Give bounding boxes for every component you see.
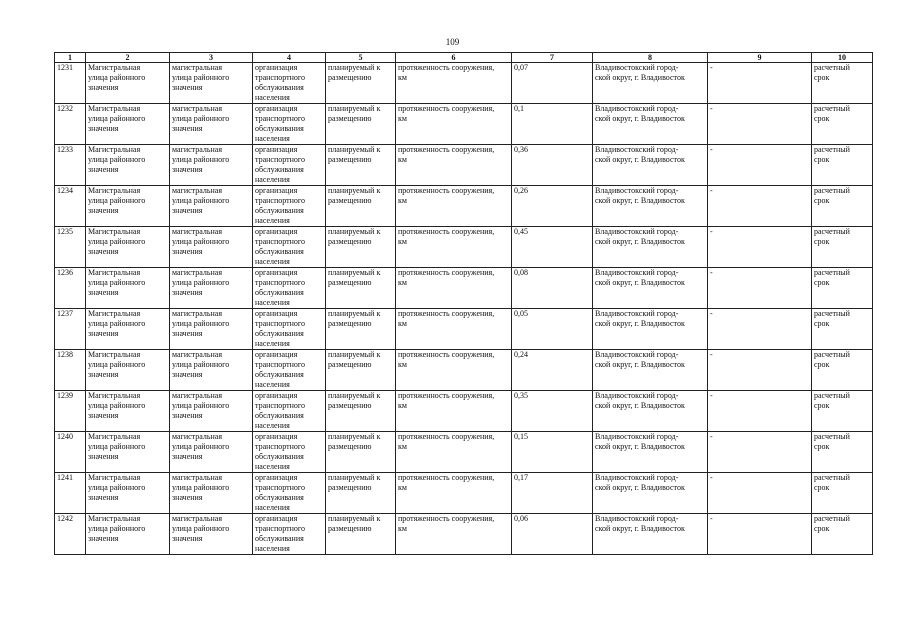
characteristic-cell: протяженность сооружения, км [396,145,512,186]
object-type-cell: магистральная улица районного значения [170,145,253,186]
location-cell: Владивостокский город- ской округ, г. Владивосток [593,309,708,350]
value-cell: 0,24 [512,350,593,391]
location-cell: Владивостокский город- ской округ, г. Владивосток [593,145,708,186]
column-header: 6 [396,53,512,63]
table-row [55,473,873,514]
page-number: 109 [445,37,460,47]
row-number-cell: 1231 [55,63,86,104]
term-cell: расчетный срок [812,391,873,432]
zone-cell: - [708,350,812,391]
row-number-cell: 1235 [55,227,86,268]
value-cell: 0,17 [512,473,593,514]
location-cell: Владивостокский город- ской округ, г. Владивосток [593,268,708,309]
row-number-cell: 1238 [55,350,86,391]
object-type-cell: магистральная улица районного значения [170,104,253,145]
term-cell: расчетный срок [812,309,873,350]
column-header: 2 [86,53,170,63]
row-number-cell: 1233 [55,145,86,186]
column-header: 7 [512,53,593,63]
purpose-cell: организация транспортного обслуживания населения [253,514,326,555]
row-number-cell: 1241 [55,473,86,514]
zone-cell: - [708,63,812,104]
zone-cell: - [708,473,812,514]
status-cell: планируемый к размещению [326,227,396,268]
column-header: 4 [253,53,326,63]
location-cell: Владивостокский город- ской округ, г. Владивосток [593,514,708,555]
purpose-cell: организация транспортного обслуживания населения [253,227,326,268]
zone-cell: - [708,227,812,268]
status-cell: планируемый к размещению [326,514,396,555]
object-name-cell: Магистральная улица районного значения [86,227,170,268]
table-row [55,145,873,186]
table-row [55,514,873,555]
object-type-cell: магистральная улица районного значения [170,268,253,309]
value-cell: 0,45 [512,227,593,268]
column-header: 9 [708,53,812,63]
location-cell: Владивостокский город- ской округ, г. Владивосток [593,104,708,145]
table-body [55,63,873,555]
term-cell: расчетный срок [812,186,873,227]
object-name-cell: Магистральная улица районного значения [86,309,170,350]
location-cell: Владивостокский город- ской округ, г. Владивосток [593,63,708,104]
object-type-cell: магистральная улица районного значения [170,63,253,104]
value-cell: 0,07 [512,63,593,104]
status-cell: планируемый к размещению [326,268,396,309]
row-number-cell: 1237 [55,309,86,350]
table-header [55,53,873,63]
status-cell: планируемый к размещению [326,473,396,514]
zone-cell: - [708,432,812,473]
term-cell: расчетный срок [812,104,873,145]
object-type-cell: магистральная улица районного значения [170,432,253,473]
characteristic-cell: протяженность сооружения, км [396,63,512,104]
characteristic-cell: протяженность сооружения, км [396,391,512,432]
purpose-cell: организация транспортного обслуживания населения [253,473,326,514]
row-number-cell: 1240 [55,432,86,473]
object-name-cell: Магистральная улица районного значения [86,432,170,473]
column-header: 8 [593,53,708,63]
purpose-cell: организация транспортного обслуживания населения [253,104,326,145]
purpose-cell: организация транспортного обслуживания населения [253,145,326,186]
characteristic-cell: протяженность сооружения, км [396,350,512,391]
table-row [55,432,873,473]
table-row [55,104,873,145]
characteristic-cell: протяженность сооружения, км [396,432,512,473]
object-name-cell: Магистральная улица районного значения [86,186,170,227]
column-header: 10 [812,53,873,63]
characteristic-cell: протяженность сооружения, км [396,268,512,309]
object-name-cell: Магистральная улица районного значения [86,145,170,186]
table-row [55,268,873,309]
value-cell: 0,26 [512,186,593,227]
term-cell: расчетный срок [812,63,873,104]
value-cell: 0,36 [512,145,593,186]
zone-cell: - [708,145,812,186]
characteristic-cell: протяженность сооружения, км [396,473,512,514]
status-cell: планируемый к размещению [326,432,396,473]
table-row [55,391,873,432]
location-cell: Владивостокский город- ской округ, г. Владивосток [593,432,708,473]
value-cell: 0,15 [512,432,593,473]
column-number-row [55,53,873,63]
table-row [55,227,873,268]
characteristic-cell: протяженность сооружения, км [396,104,512,145]
term-cell: расчетный срок [812,145,873,186]
status-cell: планируемый к размещению [326,350,396,391]
zone-cell: - [708,104,812,145]
location-cell: Владивостокский город- ской округ, г. Владивосток [593,227,708,268]
object-type-cell: магистральная улица районного значения [170,514,253,555]
row-number-cell: 1242 [55,514,86,555]
object-type-cell: магистральная улица районного значения [170,350,253,391]
object-name-cell: Магистральная улица районного значения [86,514,170,555]
purpose-cell: организация транспортного обслуживания населения [253,186,326,227]
object-type-cell: магистральная улица районного значения [170,391,253,432]
column-header: 5 [326,53,396,63]
value-cell: 0,06 [512,514,593,555]
zone-cell: - [708,309,812,350]
term-cell: расчетный срок [812,514,873,555]
object-name-cell: Магистральная улица районного значения [86,473,170,514]
row-number-cell: 1234 [55,186,86,227]
term-cell: расчетный срок [812,268,873,309]
location-cell: Владивостокский город- ской округ, г. Владивосток [593,350,708,391]
status-cell: планируемый к размещению [326,63,396,104]
purpose-cell: организация транспортного обслуживания населения [253,432,326,473]
characteristic-cell: протяженность сооружения, км [396,309,512,350]
object-name-cell: Магистральная улица районного значения [86,391,170,432]
object-name-cell: Магистральная улица районного значения [86,268,170,309]
zone-cell: - [708,391,812,432]
characteristic-cell: протяженность сооружения, км [396,227,512,268]
term-cell: расчетный срок [812,473,873,514]
object-name-cell: Магистральная улица районного значения [86,104,170,145]
term-cell: расчетный срок [812,432,873,473]
registry-table [54,52,873,555]
location-cell: Владивостокский город- ской округ, г. Владивосток [593,391,708,432]
status-cell: планируемый к размещению [326,104,396,145]
table-row [55,350,873,391]
table-row [55,309,873,350]
status-cell: планируемый к размещению [326,145,396,186]
term-cell: расчетный срок [812,350,873,391]
status-cell: планируемый к размещению [326,309,396,350]
object-type-cell: магистральная улица районного значения [170,473,253,514]
purpose-cell: организация транспортного обслуживания населения [253,63,326,104]
purpose-cell: организация транспортного обслуживания населения [253,350,326,391]
zone-cell: - [708,514,812,555]
value-cell: 0,1 [512,104,593,145]
characteristic-cell: протяженность сооружения, км [396,514,512,555]
value-cell: 0,05 [512,309,593,350]
status-cell: планируемый к размещению [326,391,396,432]
row-number-cell: 1239 [55,391,86,432]
object-type-cell: магистральная улица районного значения [170,309,253,350]
value-cell: 0,08 [512,268,593,309]
characteristic-cell: протяженность сооружения, км [396,186,512,227]
row-number-cell: 1236 [55,268,86,309]
status-cell: планируемый к размещению [326,186,396,227]
purpose-cell: организация транспортного обслуживания населения [253,268,326,309]
row-number-cell: 1232 [55,104,86,145]
value-cell: 0,35 [512,391,593,432]
column-header: 3 [170,53,253,63]
term-cell: расчетный срок [812,227,873,268]
location-cell: Владивостокский город- ской округ, г. Владивосток [593,473,708,514]
object-name-cell: Магистральная улица районного значения [86,350,170,391]
object-type-cell: магистральная улица районного значения [170,227,253,268]
purpose-cell: организация транспортного обслуживания населения [253,309,326,350]
table-row [55,186,873,227]
location-cell: Владивостокский город- ской округ, г. Владивосток [593,186,708,227]
zone-cell: - [708,186,812,227]
purpose-cell: организация транспортного обслуживания населения [253,391,326,432]
object-name-cell: Магистральная улица районного значения [86,63,170,104]
zone-cell: - [708,268,812,309]
object-type-cell: магистральная улица районного значения [170,186,253,227]
column-header: 1 [55,53,86,63]
table-row [55,63,873,104]
